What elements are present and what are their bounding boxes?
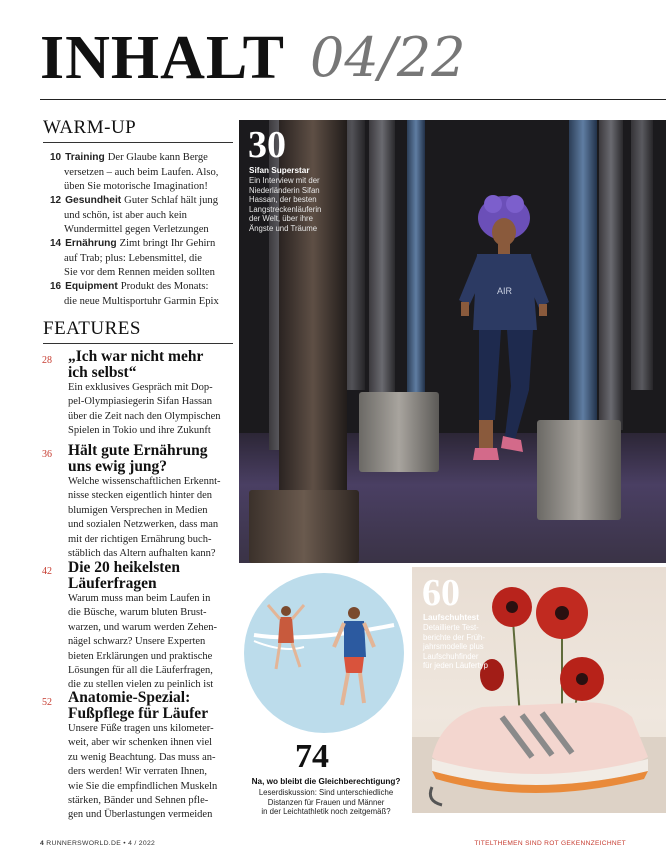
teaser-desc [249,176,321,234]
feature-title-line: ich selbst“ [68,363,137,381]
runners-illustration [244,573,404,733]
desc-line: Detaillierte Test- [423,623,479,632]
desc-line: Laufschuhfinder [423,651,479,661]
photo-column [599,120,623,430]
desc-line: Niederländerin Sifan [249,185,320,195]
footer-folio [40,840,155,847]
body-line: pel-Olympiasiegerin Sifan Hassan [68,396,213,408]
body-line: blumigen Versprechen in Medien [68,504,208,516]
photo-column [631,120,653,390]
feature-title[interactable] [68,443,238,474]
body-line: bieten Erklärungen und praktische [68,650,213,662]
desc-line: Ein Interview mit der [249,176,320,185]
feature-page-42: 42 [42,566,52,577]
item-line: Produkt des Monats: [120,281,209,292]
body-line: warzen, und warum werden Zehen- [68,621,217,633]
photo-column-base [249,490,359,563]
body-line: gen und Überlastungen vermeiden [68,809,213,821]
feature-page-52: 52 [42,697,52,708]
feature-title-line: Die 20 heikelsten [68,559,180,576]
warmup-item-ernaehrung[interactable] [50,237,230,281]
item-line: Guter Schlaf hält jung [124,195,219,206]
feature-title-line: „Ich war nicht mehr [68,348,204,365]
teaser-desc [242,788,410,817]
body-line: Spielen in Tokio und ihre Zukunft [68,425,211,437]
warmup-rule [43,142,233,143]
body-line: stärken, Bänder und Sehnen pfle- [68,795,209,807]
footer-site[interactable]: RUNNERSWORLD.DE [46,840,122,847]
teaser-kicker: Na, wo bleibt die Gleichberechtigung? [251,777,401,786]
desc-line: jahrsmodelle plus [423,642,484,652]
desc-line: Leserdiskussion: Sind unterschiedliche [258,788,394,797]
body-line: mit der richtigen Ernährung buch- [68,533,212,545]
desc-line: berichte der Früh- [423,632,485,642]
footer-page-number: 4 [40,840,45,847]
body-line: über die Zeit nach den Olympischen [68,410,221,422]
item-page: 16 [50,281,62,292]
feature-title-line: uns ewig jung? [68,457,168,475]
svg-text:AIR: AIR [497,286,513,296]
illustration-circle[interactable] [244,573,404,733]
photo-column [569,120,597,430]
item-category: Gesundheit [65,195,122,206]
body-line: Ein exklusives Gespräch mit Dop- [68,382,213,393]
desc-line: Hassan, der besten [249,195,317,205]
photo-column-base [359,392,439,472]
item-line: die neue Multisportuhr Garmin Epix [64,295,219,307]
body-line: die zu stellen vielen zu peinlich ist [68,679,214,691]
photo-column [369,120,395,420]
warmup-item-equipment[interactable] [50,280,230,309]
masthead [40,22,666,94]
desc-line: für jeden Läufertyp [423,661,489,671]
teaser-kicker: Laufschuhtest [423,613,479,622]
desc-line: Ängste und Träume [249,223,318,233]
teaser-kicker: Sifan Superstar [249,166,310,175]
body-line: stäblich das Altern aufhalten kann? [68,548,216,560]
issue-number: 04/22 [310,26,466,89]
feature-body [68,722,240,823]
desc-line: Langstreckenläuferin [249,204,322,214]
feature-page-36: 36 [42,449,52,460]
feature-body [68,475,240,561]
footer-issue: 4 / 2022 [128,840,156,847]
item-line: Zimt bringt Ihr Gehirn [119,238,216,249]
feature-title-line: Anatomie-Spezial: [68,689,191,706]
item-category: Ernährung [65,238,117,249]
item-line: auf Trab; plus: Lebensmittel, die [64,252,202,264]
photo-column [407,120,425,410]
footer-separator: • [123,840,126,847]
body-line: nisse stecken eigentlich hinter den [68,490,213,502]
item-page: 14 [50,238,62,249]
body-line: weit, aber wir schenken ihnen viel [68,737,213,749]
body-line: zu wenig Beachtung. Das muss an- [68,751,216,763]
item-line: Der Glaube kann Berge [107,152,208,163]
warmup-heading: WARM-UP [43,117,137,138]
body-line: wie Sie die empfindlichen Muskeln [68,780,218,792]
feature-title-line: Fußpflege für Läufer [68,704,209,722]
page-title: INHALT [40,24,285,92]
teaser-desc [423,623,488,671]
body-line: und sozialen Netzwerken, dass man [68,519,219,531]
item-page: 12 [50,195,62,206]
warmup-item-gesundheit[interactable] [50,194,230,238]
feature-page-28: 28 [42,355,52,366]
body-line: Welche wissenschaftlichen Erkennt- [68,476,221,487]
feature-title[interactable] [68,560,238,591]
body-line: die Büsche, warum bluten Brust- [68,607,207,619]
body-line: nägel schwarz? Unsere Experten [68,636,206,648]
warmup-item-training[interactable] [50,151,230,195]
body-line: Unsere Füße tragen uns kilometer- [68,723,214,734]
item-category: Equipment [65,281,118,292]
desc-line: der Welt, über ihre [249,214,313,224]
item-line: und schön, ist aber auch kein [64,209,187,221]
teaser-page-74[interactable]: 74 [295,738,329,775]
item-line: üben Sie motorische Imagination! [64,181,208,193]
desc-line: in der Leichtathletik noch zeitgemäß? [261,807,391,817]
feature-title[interactable] [68,690,238,721]
features-heading: FEATURES [43,318,141,339]
footer-note: TITELTHEMEN SIND ROT GEKENNZEICHNET [474,840,626,847]
body-line: Lösungen für all die Läuferfragen, [68,665,213,677]
item-page: 10 [50,152,62,163]
desc-line: Distanzen für Frauen und Männer [267,797,385,807]
feature-title-line: Läuferfragen [68,574,157,592]
item-line: Sie vor dem Rennen meiden sollten [64,267,215,279]
feature-title-line: Hält gute Ernährung [68,442,208,459]
teaser-page-30[interactable]: 30 [248,124,286,166]
masthead-rule [40,99,666,100]
features-rule [43,343,233,344]
feature-body [68,592,240,693]
body-line: Warum muss man beim Laufen in [68,593,211,604]
feature-title[interactable] [68,349,238,380]
item-category: Training [65,152,105,163]
item-line: versetzen – auch beim Laufen. Also, [64,166,219,178]
item-line: Wundermittel gegen Verletzungen [64,224,209,236]
body-line: ders werden! Wir verraten Ihnen, [68,766,208,778]
feature-body [68,381,240,439]
teaser-page-60[interactable]: 60 [422,572,460,614]
runner-figure [449,190,559,480]
